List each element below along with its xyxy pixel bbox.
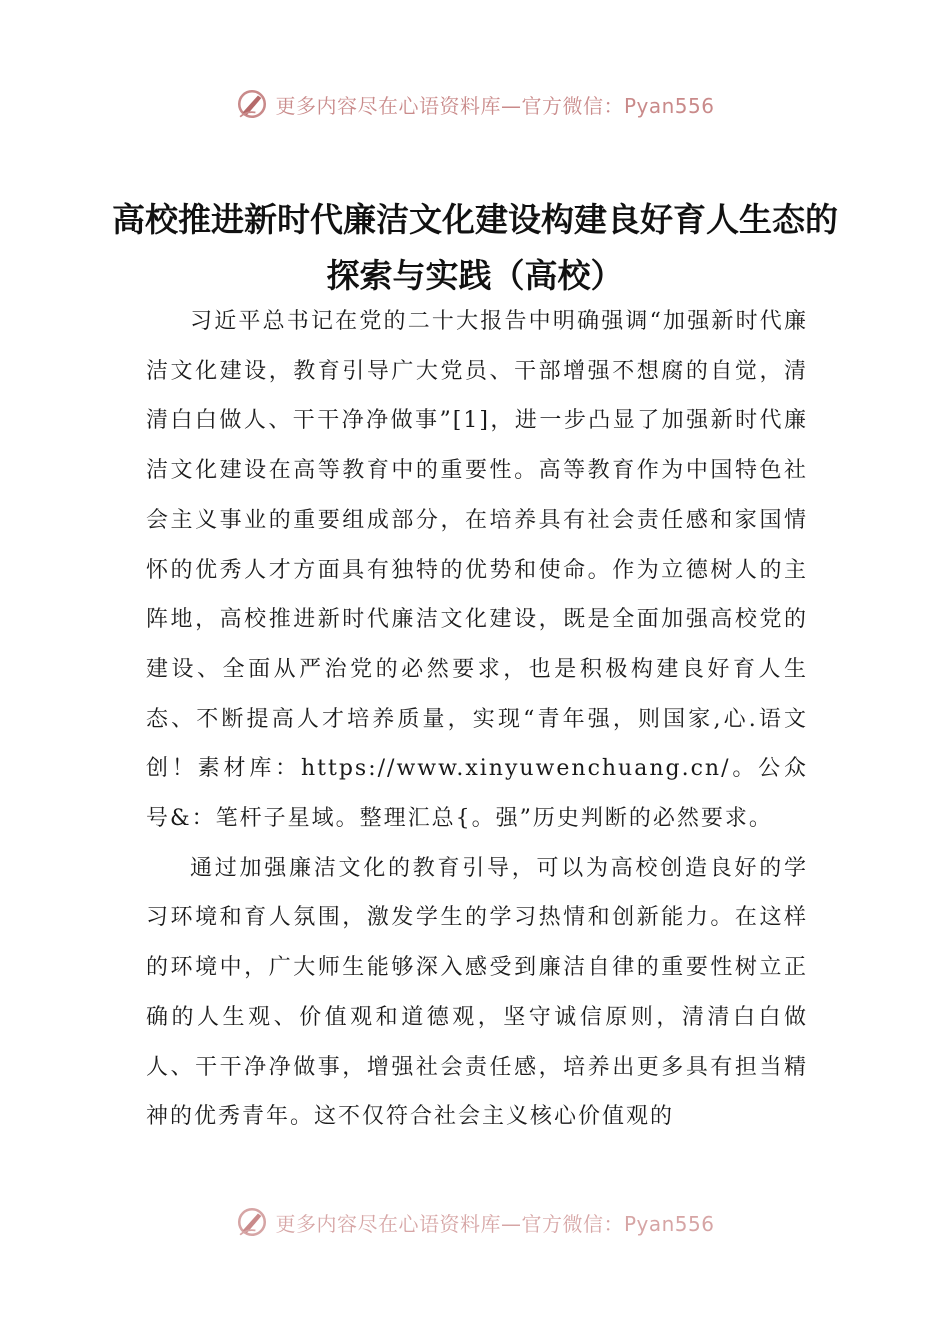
- header-watermark: [0, 82, 950, 126]
- paragraph: 通过加强廉洁文化的教育引导，可以为高校创造良好的学习环境和育人氛围，激发学生的学习热情和创新能力。在这样的环境中，广大师生能够深入感受到廉洁自律的重要性树立正确的人生观、价值观和道德观，坚守诚信原则，清清白白做人、干干净净做事，增强社会责任感，培养出更多具有担当精神的优秀青年。这不仅符合社会主义核心价值观的: [146, 855, 808, 1130]
- document-title: 高校推进新时代廉洁文化建设构建良好育人生态的探索与实践（高校）: [112, 200, 838, 295]
- watermark-text: 更多内容尽在心语资料库—官方微信：Pyan556: [275, 93, 715, 118]
- watermark-text: 更多内容尽在心语资料库—官方微信：Pyan556: [275, 1211, 715, 1236]
- pen-logo-icon: [235, 87, 269, 121]
- document-body: [146, 297, 808, 1142]
- paragraph: 习近平总书记在党的二十大报告中明确强调“加强新时代廉洁文化建设，教育引导广大党员、干部增强不想腐的自觉，清清白白做人、干干净净做事”[1]，进一步凸显了加强新时代廉洁文化建设在高等教育中的重要性。高等教育作为中国特色社会主义事业的重要组成部分，在培养具有社会责任感和家国情怀的优秀人才方面具有独特的优势和使命。作为立德树人的主阵地，高校推进新时代廉洁文化建设，既是全面加强高校党的建设、全面从严治党的必然要求，也是积极构建良好育人生态、不断提高人才培养质量，实现“青年强，则国家,心.语文创！素材库：https://www.xinyuwenchuang.cn/。公众号&：笔杆子星域。整理汇总{。强”历史判断的必然要求。: [146, 309, 808, 832]
- footer-watermark: [0, 1200, 950, 1244]
- pen-logo-icon: [235, 1205, 269, 1239]
